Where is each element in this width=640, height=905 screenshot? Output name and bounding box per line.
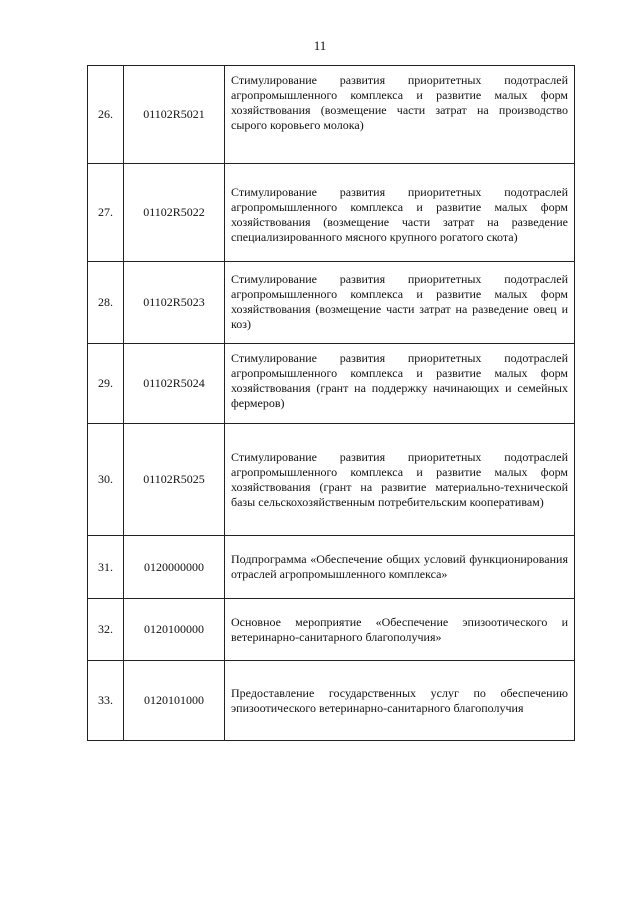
row-description-text: Стимулирование развития приоритетных подотраслей агропромышленного комплекса и развитие малых форм хозяйствования (грант на поддержку начинающих и семейных фермеров) bbox=[231, 351, 568, 410]
row-description bbox=[225, 424, 575, 536]
row-code: 01102R5023 bbox=[124, 262, 225, 344]
row-description-text: Стимулирование развития приоритетных подотраслей агропромышленного комплекса и развитие малых форм хозяйствования (возмещение части затрат на разведение специализированного мясного крупного рогатого скота) bbox=[231, 185, 568, 244]
table-row bbox=[88, 344, 575, 424]
row-number: 30. bbox=[88, 424, 124, 536]
table-row bbox=[88, 661, 575, 741]
row-number: 32. bbox=[88, 599, 124, 661]
row-number: 26. bbox=[88, 66, 124, 164]
budget-table bbox=[87, 65, 575, 741]
row-number: 28. bbox=[88, 262, 124, 344]
table-row bbox=[88, 424, 575, 536]
row-description bbox=[225, 661, 575, 741]
row-number: 27. bbox=[88, 164, 124, 262]
row-code: 01102R5022 bbox=[124, 164, 225, 262]
table-row bbox=[88, 262, 575, 344]
table-row bbox=[88, 164, 575, 262]
row-description-text: Стимулирование развития приоритетных подотраслей агропромышленного комплекса и развитие малых форм хозяйствования (возмещение части затрат на разведение овец и коз) bbox=[231, 272, 568, 331]
row-code: 0120000000 bbox=[124, 536, 225, 599]
row-description bbox=[225, 599, 575, 661]
row-description bbox=[225, 536, 575, 599]
row-code: 0120100000 bbox=[124, 599, 225, 661]
row-description-text: Предоставление государственных услуг по обеспечению эпизоотического ветеринарно-санитарного благополучия bbox=[231, 685, 568, 715]
row-description bbox=[225, 66, 575, 164]
row-code: 01102R5025 bbox=[124, 424, 225, 536]
row-code: 01102R5024 bbox=[124, 344, 225, 424]
table-row bbox=[88, 536, 575, 599]
row-description bbox=[225, 344, 575, 424]
row-description bbox=[225, 262, 575, 344]
row-description-text: Основное мероприятие «Обеспечение эпизоотического и ветеринарно-санитарного благополучия» bbox=[231, 614, 568, 644]
row-description-text: Подпрограмма «Обеспечение общих условий функционирования отраслей агропромышленного комплекса» bbox=[231, 552, 568, 581]
row-code: 01102R5021 bbox=[124, 66, 225, 164]
row-description-text: Стимулирование развития приоритетных подотраслей агропромышленного комплекса и развитие малых форм хозяйствования (грант на развитие материально-технической базы сельскохозяйственным потребительским кооперативам) bbox=[231, 450, 568, 509]
row-code: 0120101000 bbox=[124, 661, 225, 741]
row-number: 29. bbox=[88, 344, 124, 424]
row-number: 31. bbox=[88, 536, 124, 599]
row-number: 33. bbox=[88, 661, 124, 741]
row-description bbox=[225, 164, 575, 262]
page-number: 11 bbox=[313, 38, 327, 53]
row-description-text: Стимулирование развития приоритетных подотраслей агропромышленного комплекса и развитие малых форм хозяйствования (возмещение части затрат на производство сырого коровьего молока) bbox=[231, 73, 568, 132]
table-row bbox=[88, 66, 575, 164]
table-row bbox=[88, 599, 575, 661]
